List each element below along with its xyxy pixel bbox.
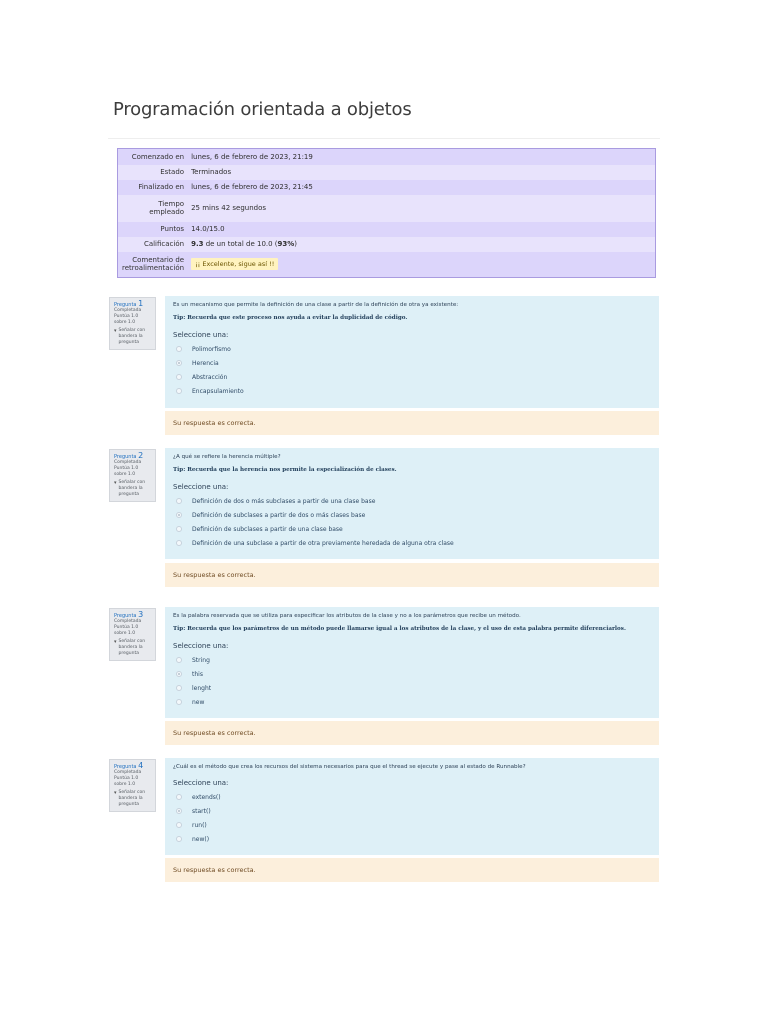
question-marks: Puntúa 1.0 xyxy=(114,466,139,471)
question-marks: Puntúa 1.0 xyxy=(114,776,139,781)
grade-score: 9.3 xyxy=(191,240,204,248)
summary-row xyxy=(118,180,656,195)
option-label: Encapsulamiento xyxy=(192,387,244,395)
answer-options xyxy=(173,342,651,398)
question-state: Completada xyxy=(114,619,142,624)
overall-feedback-badge: ¡¡ Excelente, sigue así !! xyxy=(191,258,278,270)
question-label: Pregunta xyxy=(114,764,137,770)
question-marks: sobre 1.0 xyxy=(114,631,136,636)
question-text: Es un mecanismo que permite la definición de una clase a partir de la definición de otra ya existente: xyxy=(173,302,459,308)
question-content-1 xyxy=(165,296,659,408)
question-content-2 xyxy=(165,448,659,559)
answer-option[interactable] xyxy=(173,508,651,522)
question-text: ¿A qué se refiere la herencia múltiple? xyxy=(173,454,281,460)
flag-question-button[interactable] xyxy=(114,790,151,808)
question-state: Completada xyxy=(114,460,142,465)
summary-value: 25 mins 42 segundos xyxy=(187,195,655,222)
flag-icon: ▾ xyxy=(114,328,117,334)
summary-key: Finalizado en xyxy=(118,180,188,195)
question-label: Pregunta xyxy=(114,454,137,460)
question-tip: Tip: Recuerda que los parámetros de un método puede llamarse igual a los atributos de la clase, y el uso de esta palabra permite diferenciarlos. xyxy=(173,626,626,632)
summary-key: Comentario de retroalimentación xyxy=(118,252,188,278)
title-divider xyxy=(108,138,660,139)
flag-label: Señalar con bandera la pregunta xyxy=(118,328,146,345)
radio-button[interactable] xyxy=(176,388,182,394)
summary-row xyxy=(118,222,656,237)
option-label: start() xyxy=(192,807,211,815)
radio-button[interactable] xyxy=(176,794,182,800)
summary-row-grade xyxy=(118,237,656,252)
question-tip: Tip: Recuerda que este proceso nos ayuda a evitar la duplicidad de código. xyxy=(173,315,408,321)
option-label: lenght xyxy=(192,684,212,692)
answer-prompt: Seleccione una: xyxy=(173,779,229,787)
grade-value xyxy=(187,237,655,252)
radio-button[interactable] xyxy=(176,346,182,352)
flag-label: Señalar con bandera la pregunta xyxy=(118,639,146,656)
option-label: new() xyxy=(192,835,210,843)
question-number-value: 1 xyxy=(138,299,144,308)
question-info-1 xyxy=(109,297,156,350)
summary-key: Estado xyxy=(118,165,188,180)
question-content-3 xyxy=(165,607,659,718)
feedback-value xyxy=(187,252,655,278)
question-label: Pregunta xyxy=(114,302,137,308)
answer-option[interactable] xyxy=(173,804,651,818)
question-number xyxy=(114,453,151,460)
radio-button[interactable] xyxy=(176,836,182,842)
radio-button[interactable] xyxy=(176,685,182,691)
question-marks: Puntúa 1.0 xyxy=(114,625,139,630)
radio-button[interactable] xyxy=(176,657,182,663)
option-label: Definición de subclases a partir de una clase base xyxy=(192,525,343,533)
radio-button[interactable] xyxy=(176,498,182,504)
question-number xyxy=(114,301,151,308)
answer-option[interactable] xyxy=(173,536,651,550)
question-content-4 xyxy=(165,758,659,855)
flag-question-button[interactable] xyxy=(114,480,151,498)
question-number xyxy=(114,612,151,619)
summary-key: Tiempo empleado xyxy=(118,195,188,222)
answer-option[interactable] xyxy=(173,695,651,709)
question-tip: Tip: Recuerda que la herencia nos permite la especialización de clases. xyxy=(173,467,397,473)
summary-key: Calificación xyxy=(118,237,188,252)
answer-prompt: Seleccione una: xyxy=(173,331,229,339)
radio-button[interactable] xyxy=(176,822,182,828)
question-state: Completada xyxy=(114,308,142,313)
option-label: this xyxy=(192,670,203,678)
radio-button[interactable] xyxy=(176,540,182,546)
answer-option[interactable] xyxy=(173,790,651,804)
answer-options xyxy=(173,494,651,550)
answer-option[interactable] xyxy=(173,356,651,370)
answer-options xyxy=(173,653,651,709)
question-marks: sobre 1.0 xyxy=(114,782,136,787)
question-info-3 xyxy=(109,608,156,661)
flag-question-button[interactable] xyxy=(114,639,151,657)
page-title: Programación orientada a objetos xyxy=(113,99,412,120)
answer-option[interactable] xyxy=(173,494,651,508)
option-label: Abstracción xyxy=(192,373,228,381)
flag-icon: ▾ xyxy=(114,480,117,486)
summary-value: lunes, 6 de febrero de 2023, 21:45 xyxy=(187,180,655,195)
summary-key: Puntos xyxy=(118,222,188,237)
radio-button[interactable] xyxy=(176,374,182,380)
radio-button[interactable] xyxy=(176,699,182,705)
summary-row xyxy=(118,165,656,180)
question-info-4 xyxy=(109,759,156,812)
summary-row xyxy=(118,149,656,165)
answer-option[interactable] xyxy=(173,342,651,356)
answer-option[interactable] xyxy=(173,370,651,384)
question-number-value: 3 xyxy=(138,610,144,619)
question-feedback-2: Su respuesta es correcta. xyxy=(165,563,659,587)
answer-option[interactable] xyxy=(173,681,651,695)
summary-row-feedback xyxy=(118,252,656,278)
radio-button[interactable] xyxy=(176,526,182,532)
radio-button-selected[interactable] xyxy=(176,512,182,518)
answer-option[interactable] xyxy=(173,384,651,398)
question-number-value: 2 xyxy=(138,451,144,460)
flag-question-button[interactable] xyxy=(114,328,151,346)
answer-option[interactable] xyxy=(173,653,651,667)
question-info-2 xyxy=(109,449,156,502)
question-label: Pregunta xyxy=(114,613,137,619)
option-label: Definición de subclases a partir de dos o más clases base xyxy=(192,511,366,519)
question-marks: sobre 1.0 xyxy=(114,320,136,325)
option-label: Polimorfismo xyxy=(192,345,231,353)
flag-icon: ▾ xyxy=(114,790,117,796)
question-state: Completada xyxy=(114,770,142,775)
summary-row xyxy=(118,195,656,222)
answer-prompt: Seleccione una: xyxy=(173,483,229,491)
grade-text: de un total de 10.0 ( xyxy=(203,240,278,248)
question-marks: sobre 1.0 xyxy=(114,472,136,477)
question-feedback-3: Su respuesta es correcta. xyxy=(165,721,659,745)
summary-key: Comenzado en xyxy=(118,149,188,165)
option-label: String xyxy=(192,656,210,664)
attempt-summary-table xyxy=(117,148,656,278)
grade-text-end: ) xyxy=(294,240,298,248)
answer-option[interactable] xyxy=(173,522,651,536)
question-feedback-1: Su respuesta es correcta. xyxy=(165,411,659,435)
question-marks: Puntúa 1.0 xyxy=(114,314,139,319)
option-label: Definición de dos o más subclases a partir de una clase base xyxy=(192,497,376,505)
flag-icon: ▾ xyxy=(114,639,117,645)
answer-options xyxy=(173,790,651,846)
grade-percent: 93% xyxy=(277,240,295,248)
option-label: extends() xyxy=(192,793,221,801)
answer-option[interactable] xyxy=(173,667,651,681)
flag-label: Señalar con bandera la pregunta xyxy=(118,790,146,807)
question-text: ¿Cuál es el método que crea los recursos del sistema necesarios para que el thread se ejecute y pase al estado de Runnable? xyxy=(173,764,526,770)
option-label: Definición de una subclase a partir de otra previamente heredada de alguna otra clase xyxy=(192,539,454,547)
radio-button-selected[interactable] xyxy=(176,360,182,366)
answer-option[interactable] xyxy=(173,832,651,846)
summary-value: 14.0/15.0 xyxy=(187,222,655,237)
question-text: Es la palabra reservada que se utiliza para especificar los atributos de la clase y no a los parámetros que recibe un método. xyxy=(173,613,521,619)
question-number xyxy=(114,763,151,770)
option-label: run() xyxy=(192,821,207,829)
radio-button-selected[interactable] xyxy=(176,808,182,814)
flag-label: Señalar con bandera la pregunta xyxy=(118,480,146,497)
answer-prompt: Seleccione una: xyxy=(173,642,229,650)
option-label: new xyxy=(192,698,205,706)
option-label: Herencia xyxy=(192,359,219,367)
question-feedback-4: Su respuesta es correcta. xyxy=(165,858,659,882)
question-number-value: 4 xyxy=(138,761,144,770)
summary-value: lunes, 6 de febrero de 2023, 21:19 xyxy=(187,149,655,165)
answer-option[interactable] xyxy=(173,818,651,832)
summary-value: Terminados xyxy=(187,165,655,180)
radio-button-selected[interactable] xyxy=(176,671,182,677)
